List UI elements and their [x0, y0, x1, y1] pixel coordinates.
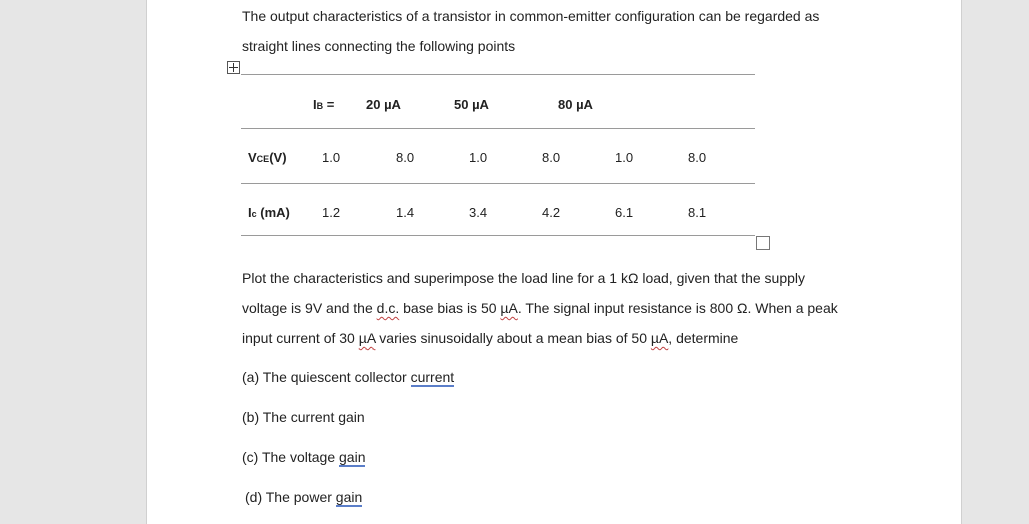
part-a-link[interactable]: current: [410, 369, 455, 385]
vce-cell-3: 1.0: [469, 150, 488, 165]
ic-cell-3: 3.4: [469, 205, 488, 220]
problem-line-3: input current of 30 µA varies sinusoidally about a mean bias of 50 µA, determine: [242, 330, 739, 346]
vce-cell-1: 1.0: [322, 150, 341, 165]
ic-label: Ic (mA): [248, 205, 290, 220]
ib-value-80: 80 µA: [558, 97, 593, 112]
problem-line-1: Plot the characteristics and superimpose the load line for a 1 kΩ load, given that the supply: [242, 270, 806, 286]
ic-cell-4: 4.2: [542, 205, 561, 220]
table-row-divider-2: [241, 183, 755, 184]
part-a: (a) The quiescent collector current: [242, 369, 455, 385]
part-c: (c) The voltage gain: [242, 449, 366, 465]
ic-cell-2: 1.4: [396, 205, 415, 220]
table-move-handle-icon[interactable]: [227, 61, 240, 74]
ic-cell-5: 6.1: [615, 205, 634, 220]
part-d-link[interactable]: gain: [335, 489, 363, 505]
vce-cell-4: 8.0: [542, 150, 561, 165]
vce-cell-2: 8.0: [396, 150, 415, 165]
document-page: [146, 0, 962, 524]
ic-cell-1: 1.2: [322, 205, 341, 220]
intro-line-2: straight lines connecting the following points: [242, 38, 516, 54]
table-top-border: [241, 74, 755, 75]
table-bottom-border: [241, 235, 755, 236]
vce-cell-6: 8.0: [688, 150, 707, 165]
part-c-link[interactable]: gain: [339, 449, 366, 465]
table-resize-handle-icon[interactable]: [756, 236, 770, 250]
vce-cell-5: 1.0: [615, 150, 634, 165]
part-d: (d) The power gain: [245, 489, 363, 505]
ib-value-50: 50 µA: [454, 97, 489, 112]
ib-value-20: 20 µA: [366, 97, 401, 112]
vce-label: VCE(V): [248, 150, 287, 165]
part-b: (b) The current gain: [242, 409, 365, 425]
intro-line-1: The output characteristics of a transistor in common-emitter configuration can be regarded as: [242, 8, 820, 24]
ic-cell-6: 8.1: [688, 205, 707, 220]
problem-line-2: voltage is 9V and the d.c. base bias is 50 µA. The signal input resistance is 800 Ω. When a peak: [242, 300, 838, 316]
table-row-divider-1: [241, 128, 755, 129]
ib-label: IB =: [313, 97, 335, 112]
